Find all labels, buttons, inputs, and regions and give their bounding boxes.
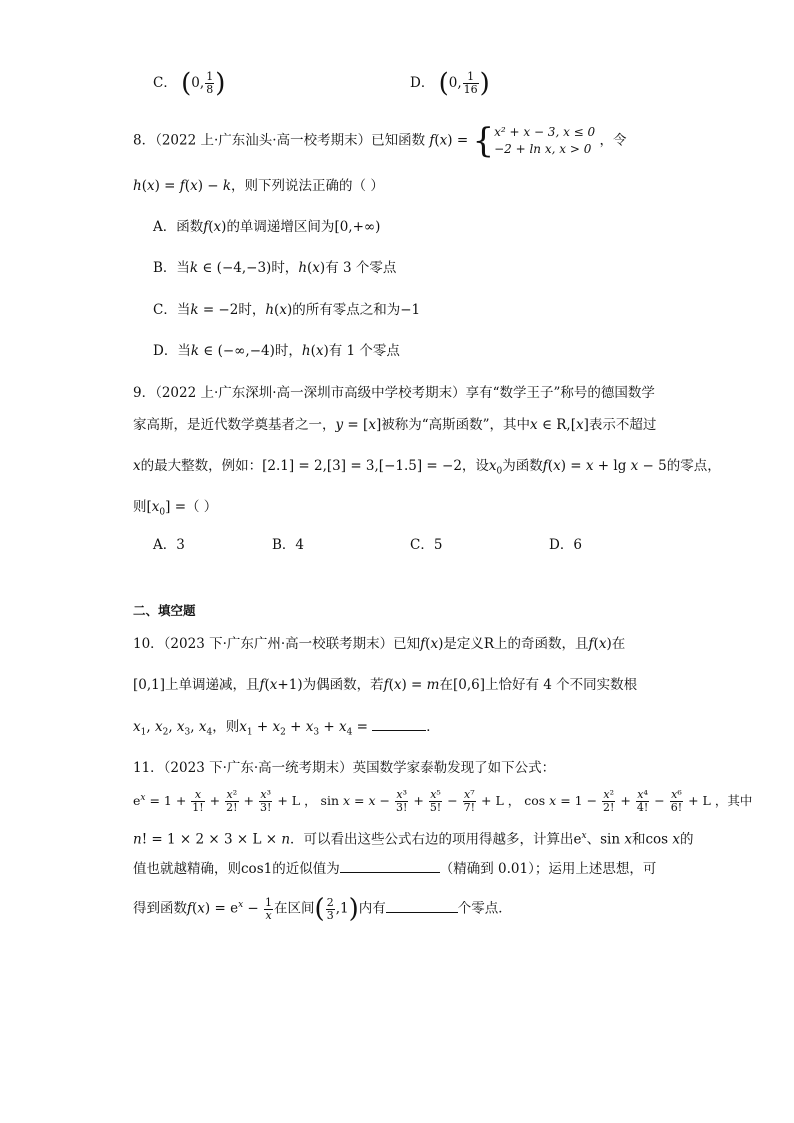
q9-option-a[interactable]: A．3: [153, 537, 185, 553]
q9-stem: 9．（2022 上·广东深圳·高一深圳市高级中学校考期末）享有“数学王子”称号的德国数学: [133, 385, 655, 401]
answer-blank[interactable]: [386, 898, 458, 913]
option-label: C．: [153, 75, 177, 91]
q9-option-c[interactable]: C．5: [410, 537, 443, 553]
q9-stem-line4: 则$[x_0]$ =（ ）: [133, 499, 218, 518]
q7-option-c[interactable]: C． (0, $\frac{1}{8}$ ): [153, 68, 226, 99]
q10-stem-line3: $x_1$, $x_2$, $x_3$, $x_4$，则$x_1 + x_2 + x_3 + x_4$ = ．: [133, 716, 440, 743]
fraction: $\frac{1}{8}$: [206, 70, 214, 96]
q9-stem-line3: x的最大整数，例如：[2.1] = 2,[3] = 3,[−1.5] = −2，设$x_0$为函数f(x) = x + lg x − 5的零点，: [133, 458, 721, 477]
option-label: D．: [410, 75, 435, 91]
q8-option-b[interactable]: B．当k ∈ (−4,−3)时，h(x)有 3 个零点: [153, 260, 397, 276]
answer-blank[interactable]: [372, 716, 426, 731]
answer-blank[interactable]: [340, 858, 440, 873]
q11-stem: 11．（2023 下·广东·高一统考期末）英国数学家泰勒发现了如下公式：: [133, 760, 556, 776]
fraction: $\frac{1}{16}$: [463, 70, 478, 96]
q11-stem-line5: 得到函数$f(x) = e^x$ − $\frac{1}{x}$ 在区间( $\frac{2}{3}$ ,1)内有 个零点．: [133, 894, 512, 924]
q11-stem-line4: 值也就越精确，则cos1的近似值为 （精确到 0.01）；运用上述思想，可: [133, 858, 656, 879]
q8-stem: 8．（2022 上·广东汕头·高一校考期末）已知函数 f(x) = { x² + x − 3, x ≤ 0 −2 + ln x, x > 0 ，令: [133, 121, 627, 161]
q8-option-a[interactable]: A．函数f(x)的单调递增区间为[0,+∞): [153, 219, 381, 235]
q9-option-b[interactable]: B．4: [272, 537, 305, 553]
q8-option-d[interactable]: D．当k ∈ (−∞,−4)时，h(x)有 1 个零点: [153, 343, 400, 359]
q10-stem-line2: [0,1]上单调递减，且f(x+1)为偶函数，若f(x) = m在[0,6]上恰好有 4 个不同实数根: [133, 677, 638, 693]
piecewise-cases: x² + x − 3, x ≤ 0 −2 + ln x, x > 0: [494, 125, 596, 156]
q7-option-d[interactable]: D． (0, $\frac{1}{16}$ ): [410, 68, 490, 99]
section-heading: 二、填空题: [133, 603, 196, 618]
q8-option-c[interactable]: C．当k = −2时，h(x)的所有零点之和为−1: [153, 302, 421, 318]
q11-stem-line3: n! = 1 × 2 × 3 × L × n．可以看出这些公式右边的项用得越多，计算出$e^x$、sin x和cos x的: [133, 831, 694, 848]
q9-option-d[interactable]: D．6: [549, 537, 582, 553]
q10-stem: 10．（2023 下·广东广州·高一校联考期末）已知f(x)是定义R上的奇函数，且f(x)在: [133, 636, 626, 652]
q8-stem-line2: h(x) = f(x) − k，则下列说法正确的（ ）: [133, 178, 384, 194]
q9-stem-line2: 家高斯，是近代数学奠基者之一，y = [x]被称为“高斯函数”，其中x ∈ R,[x]表示不超过: [133, 417, 657, 433]
q11-formulas: $e^x = 1$ + $\frac{x}{1!}$ + $\frac{\text{x²}}{2!}$ + $\frac{\text{x³}}{3!}$ + L ， sin x = x − $\frac{\text{x³}}{3!}$ + $\frac{\text{x⁵}}{5!}$ − $\frac{\text{x⁷}}{7!}$ + L ， cos x = 1 − $\frac{\text{x²}}{2!}$ + $\frac{\text{x⁴}}{4!}$ − $\frac{\text{x⁶}}{6!}$ + L ，其中: [133, 788, 753, 815]
